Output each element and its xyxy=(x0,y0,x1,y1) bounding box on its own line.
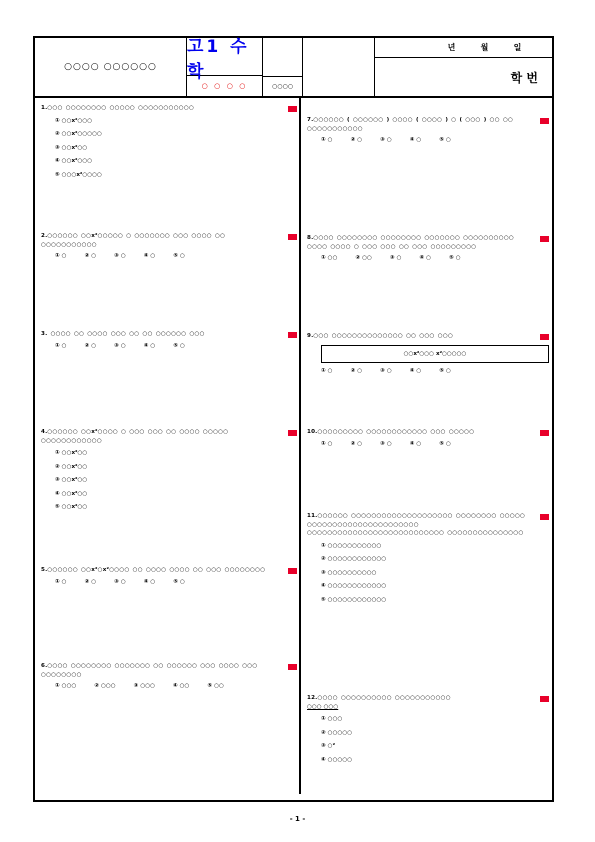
answer-options xyxy=(41,252,297,261)
answer-option[interactable]: ② ○ xyxy=(350,440,363,447)
answer-option[interactable]: ① ○ xyxy=(321,137,333,143)
answer-option[interactable]: ② ○ xyxy=(350,368,363,374)
right-column xyxy=(307,98,549,798)
question-left-3 xyxy=(41,330,297,350)
answer-option[interactable]: ③ ○ xyxy=(380,137,392,143)
answer-option[interactable]: ④ ○○x²○○○ xyxy=(55,158,93,164)
question-stem: 9.○○○ ○○○○○○○○○○○○○○ ○○ ○○○ ○○○ xyxy=(307,333,454,339)
answer-option[interactable]: ① ○ xyxy=(55,253,67,259)
answer-option[interactable]: ⑤ ○ xyxy=(173,253,185,259)
answer-option[interactable]: ① ○○x²○○○ xyxy=(55,117,93,124)
question-stem: 7.○○○○○○ ( ○○○○○○ ) ○○○○ ( ○○○○ ) ○ ( ○○○ ) ○○ ○○ ○○○○○○○○○○○ xyxy=(307,117,514,132)
answer-option[interactable]: ① ○○ xyxy=(321,255,338,261)
answer-option[interactable]: ④ ○○○○○○○○○○○○ xyxy=(321,583,387,589)
answer-option[interactable]: ③ ○ xyxy=(389,255,402,261)
date-month-label: 월 xyxy=(480,43,489,52)
subject-subtitle: ○ ○ ○ ○ xyxy=(187,76,263,96)
exam-title: ○○○○ ○○○○○○ xyxy=(35,38,187,96)
question-stem: 4.○○○○○○ ○○x²○○○○ ○ ○○○ ○○○ ○○ ○○○○ ○○○○○ ○○○○○○○○○○○○ xyxy=(41,429,229,444)
underlined-phrase: ○○○ ○○○ xyxy=(307,703,339,710)
question-stem: 8.○○○○ ○○○○○○○○ ○○○○○○○○ ○○○○○○○ ○○○○○○○○○○ ○○○○ ○○○○ ○ ○○○ ○○○ ○○ ○○○ ○○○○○○○○○ xyxy=(307,235,514,250)
answer-option[interactable]: ⑤ ○○○x²○○○○ xyxy=(55,171,102,178)
question-right-5 xyxy=(307,512,549,609)
answer-mark-icon xyxy=(288,568,297,574)
answer-option[interactable]: ③ ○○x²○○ xyxy=(55,144,88,151)
answer-option[interactable]: ② ○ xyxy=(350,137,363,143)
answer-option[interactable]: ③ ○ xyxy=(114,578,126,585)
question-stem: 10.○○○○○○○○○ ○○○○○○○○○○○○ ○○○ ○○○○○ xyxy=(307,429,475,435)
answer-option[interactable]: ① ○ xyxy=(321,440,333,447)
answer-option[interactable]: ② ○ xyxy=(84,578,97,585)
answer-option[interactable]: ③ ○² xyxy=(321,743,336,749)
date-field xyxy=(374,38,552,58)
exam-code: ○○○○ xyxy=(263,76,303,96)
page-number: - 1 - xyxy=(289,815,306,823)
question-stem: 6.○○○○ ○○○○○○○○ ○○○○○○○ ○○ ○○○○○○ ○○○ ○○○○ ○○○ ○○○○○○○○ xyxy=(41,663,258,678)
answer-options xyxy=(307,254,549,263)
column-divider xyxy=(299,98,301,794)
answer-options xyxy=(307,367,549,376)
question-right-4 xyxy=(307,428,549,448)
answer-option[interactable]: ⑤ ○○○○○○○○○○○○ xyxy=(321,596,387,603)
answer-option[interactable]: ④ ○ xyxy=(143,578,156,585)
answer-option[interactable]: ④ ○○x²○○ xyxy=(55,490,88,497)
answer-mark-icon xyxy=(288,664,297,670)
answer-mark-icon xyxy=(540,118,549,124)
answer-options xyxy=(41,578,297,587)
answer-mark-icon xyxy=(288,430,297,436)
answer-options xyxy=(307,542,549,605)
question-right-6 xyxy=(307,694,549,769)
answer-mark-icon xyxy=(540,514,549,520)
answer-option[interactable]: ④ ○ xyxy=(143,253,156,259)
answer-option[interactable]: ② ○ xyxy=(84,342,97,349)
answer-mark-icon xyxy=(288,332,297,338)
header-blank-cell xyxy=(263,38,303,76)
answer-option[interactable]: ⑤ ○○ xyxy=(207,683,224,689)
answer-options xyxy=(307,136,549,145)
answer-option[interactable]: ④ ○ xyxy=(409,137,422,143)
answer-option[interactable]: ① ○ xyxy=(321,368,333,374)
exam-header xyxy=(35,38,552,98)
left-column xyxy=(41,98,297,798)
answer-option[interactable]: ⑤ ○ xyxy=(439,368,451,374)
answer-option[interactable]: ① ○○○ xyxy=(55,683,77,689)
answer-option[interactable]: ② ○○x²○○○○○ xyxy=(55,131,102,137)
question-right-3 xyxy=(307,332,549,376)
answer-option[interactable]: ③ ○ xyxy=(380,368,392,374)
question-stem: 2.○○○○○○ ○○x²○○○○○ ○ ○○○○○○○ ○○○ ○○○○ ○○ ○○○○○○○○○○○ xyxy=(41,233,226,248)
question-right-1 xyxy=(307,116,549,145)
question-stem: 11.○○○○○○ ○○○○○○○○○○○○○○○○○○○○ ○○○○○○○○ ○○○○○ ○○○○○○○○○○○○○○○○○○○○○○ ○○○○○○○○○○○○○○○○○○○○○○○○○○○ ○○○○○○○○○○○○○○○ xyxy=(307,513,526,536)
answer-option[interactable]: ⑤ ○ xyxy=(173,342,185,349)
answer-option[interactable]: ② ○○○○○○○○○○○○ xyxy=(321,556,387,562)
answer-option[interactable]: ⑤ ○ xyxy=(439,440,451,447)
question-stem: 5.○○○○○○ ○○x²○x²○○○○ ○○ ○○○○ ○○○○ ○○ ○○○ ○○○○○○○○ xyxy=(41,567,266,573)
answer-option[interactable]: ③ ○ xyxy=(114,253,126,259)
answer-option[interactable]: ① ○○x²○○ xyxy=(55,450,88,456)
answer-option[interactable]: ④ ○ xyxy=(409,368,422,374)
answer-option[interactable]: ③ ○○x²○○ xyxy=(55,477,88,483)
answer-mark-icon xyxy=(288,234,297,240)
question-left-2 xyxy=(41,232,297,261)
answer-options xyxy=(307,440,549,449)
question-left-5 xyxy=(41,566,297,586)
question-left-6 xyxy=(41,662,297,691)
subject-title: 고1 수학 xyxy=(187,38,263,76)
question-right-2 xyxy=(307,234,549,263)
answer-option[interactable]: ⑤ ○ xyxy=(173,578,185,585)
answer-options xyxy=(41,342,297,351)
answer-mark-icon xyxy=(540,696,549,702)
answer-mark-icon xyxy=(288,106,297,112)
answer-option[interactable]: ③ ○ xyxy=(114,342,126,349)
question-stem: 3. ○○○○ ○○ ○○○○ ○○○ ○○ ○○ ○○○○○○ ○○○ xyxy=(41,331,205,337)
question-left-1 xyxy=(41,104,297,184)
answer-option[interactable]: ⑤ ○ xyxy=(439,137,451,143)
answer-option[interactable]: ③ ○ xyxy=(380,440,392,447)
answer-option[interactable]: ④ ○ xyxy=(143,342,156,349)
answer-option[interactable]: ④ ○○ xyxy=(172,683,190,689)
answer-option[interactable]: ③ ○○○ xyxy=(133,683,155,689)
question-stem: 12.○○○○ ○○○○○○○○○○ ○○○○○○○○○○○ xyxy=(307,695,451,701)
answer-options xyxy=(307,715,549,764)
answer-option[interactable]: ③ ○○○○○○○○○○ xyxy=(321,569,377,576)
answer-option[interactable]: ② ○○○○○ xyxy=(321,729,353,736)
answer-options xyxy=(41,682,297,691)
answer-option[interactable]: ④ ○○○○○ xyxy=(321,756,353,763)
question-left-4 xyxy=(41,428,297,517)
answer-option[interactable]: ④ ○ xyxy=(419,255,432,261)
question-stem: 1.○○○ ○○○○○○○○ ○○○○○ ○○○○○○○○○○○ xyxy=(41,105,195,111)
date-year-label: 년 xyxy=(447,43,456,52)
student-id-field: 학 번 xyxy=(374,58,552,96)
boxed-expression: ○○x²○○○ x²○○○○○ xyxy=(321,345,549,364)
answer-option[interactable]: ② ○○○ xyxy=(94,683,116,689)
answer-option[interactable]: ⑤ ○○x²○○ xyxy=(55,504,88,510)
exam-page xyxy=(33,36,554,802)
answer-option[interactable]: ⑤ ○ xyxy=(449,255,461,261)
answer-option[interactable]: ④ ○ xyxy=(409,440,422,447)
answer-option[interactable]: ② ○○ xyxy=(355,255,372,261)
answer-mark-icon xyxy=(540,236,549,242)
answer-option[interactable]: ① ○○○ xyxy=(321,716,343,722)
answer-option[interactable]: ② ○○x²○○ xyxy=(55,463,88,470)
answer-option[interactable]: ① ○ xyxy=(55,578,67,585)
answer-option[interactable]: ② ○ xyxy=(84,253,97,259)
answer-options xyxy=(41,117,297,180)
answer-mark-icon xyxy=(540,334,549,340)
answer-option[interactable]: ① ○○○○○○○○○○○ xyxy=(321,542,382,549)
answer-options xyxy=(41,449,297,512)
date-day-label: 일 xyxy=(513,43,522,52)
answer-option[interactable]: ① ○ xyxy=(55,342,67,349)
answer-mark-icon xyxy=(540,430,549,436)
